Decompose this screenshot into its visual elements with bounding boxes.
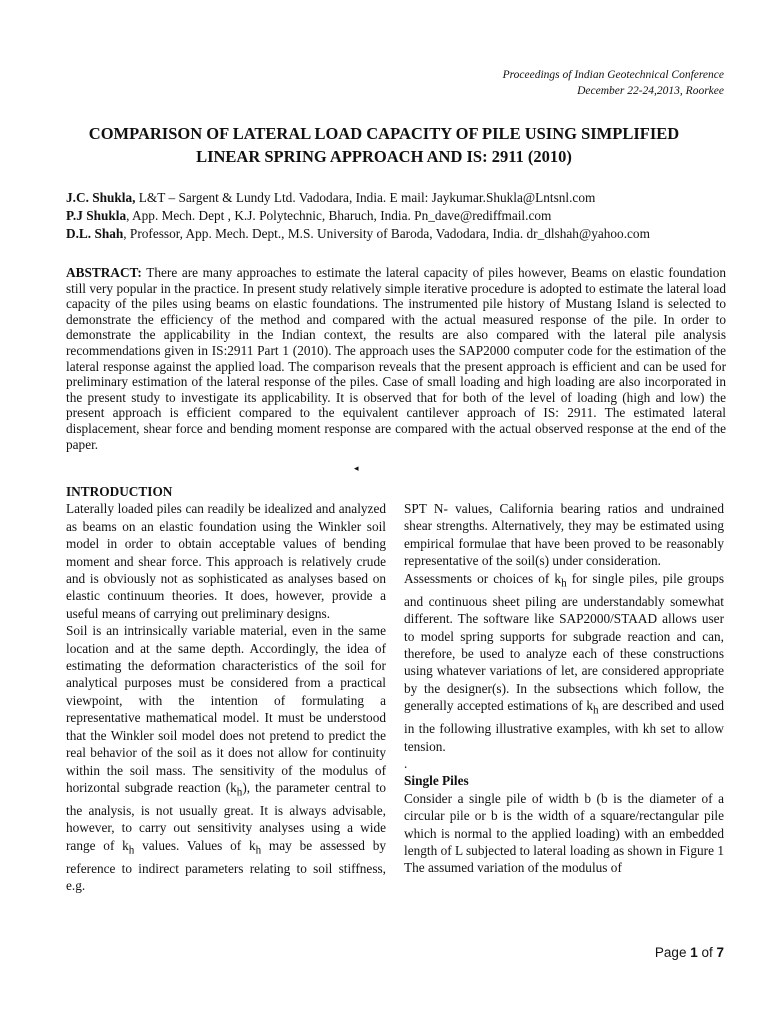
title-line-1: COMPARISON OF LATERAL LOAD CAPACITY OF PILE USING SIMPLIFIED xyxy=(88,124,680,143)
author-name: P.J Shukla xyxy=(66,208,127,223)
page-number xyxy=(655,945,724,960)
subscript-h: h xyxy=(128,844,135,857)
subscript-h: h xyxy=(236,786,243,799)
author-name: D.L. Shah xyxy=(66,226,124,241)
author-line xyxy=(66,207,728,225)
of-label: of xyxy=(697,945,717,960)
text-run: Soil is an intrinsically variable material, even in the same location and at the same depth. Accordingly, the idea of estimating the deformation characteristics of the soil for analytical purposes must be considered from a practical viewpoint, with the intention of formulating a representative mathematical model. It must be understood that the Winkler soil model does not pretend to predict the real behavior of the soil as it does not allow for continuity within the soil mass. The sensitivity of the modulus of horizontal subgrade reaction (k xyxy=(66,623,386,795)
page-label: Page xyxy=(654,945,691,960)
abstract xyxy=(66,265,726,452)
text-run: are described and used in the following illustrative examples, with kh set to allow tension. xyxy=(404,698,724,754)
cursor-marker-icon: ◂ xyxy=(354,463,359,473)
conference-name: Proceedings of Indian Geotechnical Conference xyxy=(502,69,724,81)
total-pages: 7 xyxy=(716,945,724,960)
right-paragraph-1: SPT N- values, California bearing ratios and undrained shear strengths. Alternatively, they may be estimated using empirical formulae that have been proved to be reasonably representative of the soil(s) under consideration. xyxy=(404,501,724,569)
paper-title xyxy=(40,122,728,168)
current-page: 1 xyxy=(690,945,698,960)
conference-date: December 22-24,2013, Roorkee xyxy=(577,85,724,97)
intro-paragraph-1: Laterally loaded piles can readily be idealized and analyzed as beams on an elastic foundation using the Winkler soil model in order to obtain acceptable values of bending moment and shear force. This approach is relatively crude and is obviously not as sophisticated as analyses based on elastic continuum theories. It does, however, provide a useful means of carrying out preliminary designs. xyxy=(66,501,386,621)
title-line-2: LINEAR SPRING APPROACH AND IS: 2911 (2010) xyxy=(196,147,572,166)
text-run: may be assessed by reference to indirect parameters relating to soil stiffness, e.g. xyxy=(66,837,386,894)
conference-header xyxy=(503,67,724,99)
right-column xyxy=(404,500,724,877)
abstract-text: There are many approaches to estimate the lateral capacity of piles however, Beams on elastic foundation still very popular in the practice. In present study relatively simple iterative procedure is adopted to estimate the lateral load capacity of the piles using beams on elastic foundations. The instrumented pile history of Mustang Island is selected to demonstrate the efficiency of the method and compared with the actual measured response of the pile. In order to demonstrate the applicability in the Indian context, the results are also compared with the lateral pile analysis recommendations given in IS:2911 Part 1 (2010). The approach uses the SAP2000 computer code for the estimation of the lateral response against the applied load. The comparison reveals that the present approach is efficient and can be used for preliminary estimation of the lateral response of the piles. Case of small loading and high loading are also incorporated in the present study to investigate its applicability. It is observed that for both of the level of loading (high and low) the present approach is efficient compared to the equivalent cantilever approach of IS: 2911. The estimated lateral displacement, shear force and bending moment response are compared with the actual observed response at the end of the paper. xyxy=(66,265,726,452)
author-list xyxy=(66,189,728,243)
text-run: for single piles, pile groups and continuous sheet piling are understandably somewhat different. The software like SAP2000/STAAD allows user to model spring supports for subgrade reaction and can, therefore, be used to analyze each of these constructions using whatever variations of let, are considered appropriate by the designer(s). In the subsections which follow, the generally accepted estimations of k xyxy=(404,570,725,714)
subscript-h: h xyxy=(561,577,567,590)
section-heading-single-piles: Single Piles xyxy=(404,773,469,789)
subscript-h: h xyxy=(592,704,599,717)
author-line xyxy=(66,225,728,243)
author-line xyxy=(66,189,728,207)
text-run: values. Values of k xyxy=(134,837,256,853)
abstract-label: ABSTRACT: xyxy=(66,265,142,280)
author-name: J.C. Shukla, xyxy=(66,190,136,205)
text-run: Assessments or choices of k xyxy=(404,570,562,586)
intro-paragraph-2 xyxy=(66,622,386,894)
text-run: ), the parameter central to the analysis, is not usually great. It is always advisable, however, to carry out sensitivity analyses using a wide range of k xyxy=(66,779,386,853)
author-affiliation: L&T – Sargent & Lundy Ltd. Vadodara, India. E mail: Jaykumar.Shukla@Lntsnl.com xyxy=(135,190,596,205)
section-heading-introduction: INTRODUCTION xyxy=(66,484,173,499)
right-paragraph-3: Consider a single pile of width b (b is the diameter of a circular pile or b is the width of a square/rectangular pile which is normal to the applied loading) with an embedded length of L subjected to lateral loading as shown in Figure 1 The assumed variation of the modulus of xyxy=(404,790,724,876)
author-affiliation: , Professor, App. Mech. Dept., M.S. University of Baroda, Vadodara, India. dr_dlshah@yahoo.com xyxy=(123,226,650,241)
right-paragraph-2 xyxy=(404,570,724,755)
subscript-h: h xyxy=(255,844,262,857)
stray-dot: . xyxy=(404,756,408,771)
left-column xyxy=(66,483,386,895)
author-affiliation: , App. Mech. Dept , K.J. Polytechnic, Bharuch, India. Pn_dave@rediffmail.com xyxy=(126,208,552,223)
